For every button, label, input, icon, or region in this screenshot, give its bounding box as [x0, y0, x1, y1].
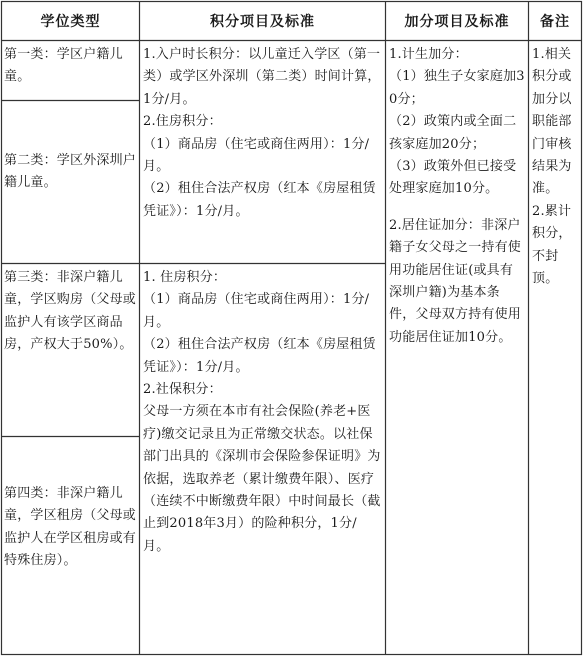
bonus-spacer	[389, 201, 526, 215]
bonus-line: 1.计生加分：	[389, 47, 468, 62]
bonus-line: 2.居住证加分：非深户籍子女父母之一持有使用功能居住证(或具有深圳户籍)为基本条件，父母双方持有使用功能居住证加10分。	[389, 217, 522, 345]
points-upper	[143, 44, 383, 223]
points-lower-line: （1）商品房（住宅或商住两用）：1分/月。	[143, 292, 370, 330]
header-category: 学位类型	[40, 14, 101, 30]
points-lower-line: 父母一方须在本市有社会保险(养老+医疗)缴交记录且为正常缴交状态。以社保部门出具的《深圳市会保险参保证明》为依据，选取养老（累计缴费年限）、医疗（连续不中断缴费年限）中时间最长（截止到2018年3月）的险种积分，1分/月。	[143, 404, 381, 554]
points-lower	[143, 267, 383, 558]
category-2: 第二类：学区外深圳户籍儿童。	[4, 153, 136, 191]
points-lower-line: 2.社保积分：	[143, 382, 222, 398]
points-upper-line: 2.住房积分：	[143, 114, 222, 130]
header-row	[2, 2, 581, 40]
bonus-cell	[389, 44, 526, 349]
header-bonus: 加分项目及标准	[404, 14, 510, 30]
category-3: 第三类：非深户籍儿童，学区购房（父母或监护人有该学区商品房，产权大于50%）。	[4, 270, 136, 353]
header-points: 积分项目及标准	[210, 14, 315, 30]
bonus-line: （2）政策内或全面二孩家庭加20分；	[389, 114, 517, 152]
notes-cell	[532, 44, 579, 290]
bonus-line: （1）独生子女家庭加30分；	[389, 69, 525, 107]
notes-line: 1.相关积分或加分以职能部门审核结果为准。	[532, 47, 572, 197]
points-upper-line: （1）商品房（住宅或商住两用）：1分/月。	[143, 136, 370, 175]
points-upper-line: （2）租住合法产权房（红本《房屋租赁凭证》）：1分/月。	[143, 181, 376, 219]
points-upper-line: 1.入户时长积分：以儿童迁入学区（第一类）或学区外深圳（第二类）时间计算，1分/月。	[143, 47, 381, 107]
points-lower-line: 1. 住房积分：	[143, 270, 227, 285]
notes-line: 2.累计积分，不封顶。	[532, 203, 572, 287]
category-1: 第一类：学区户籍儿童。	[4, 47, 123, 85]
category-4: 第四类：非深户籍儿童，学区租房（父母或监护人在学区租房或有特殊住房）。	[4, 486, 136, 569]
points-lower-line: （2）租住合法产权房（红本《房屋租赁凭证》）：1分/月。	[143, 337, 376, 375]
bonus-line: （3）政策外但已接受处理家庭加10分。	[389, 159, 517, 197]
header-notes: 备注	[540, 14, 570, 30]
